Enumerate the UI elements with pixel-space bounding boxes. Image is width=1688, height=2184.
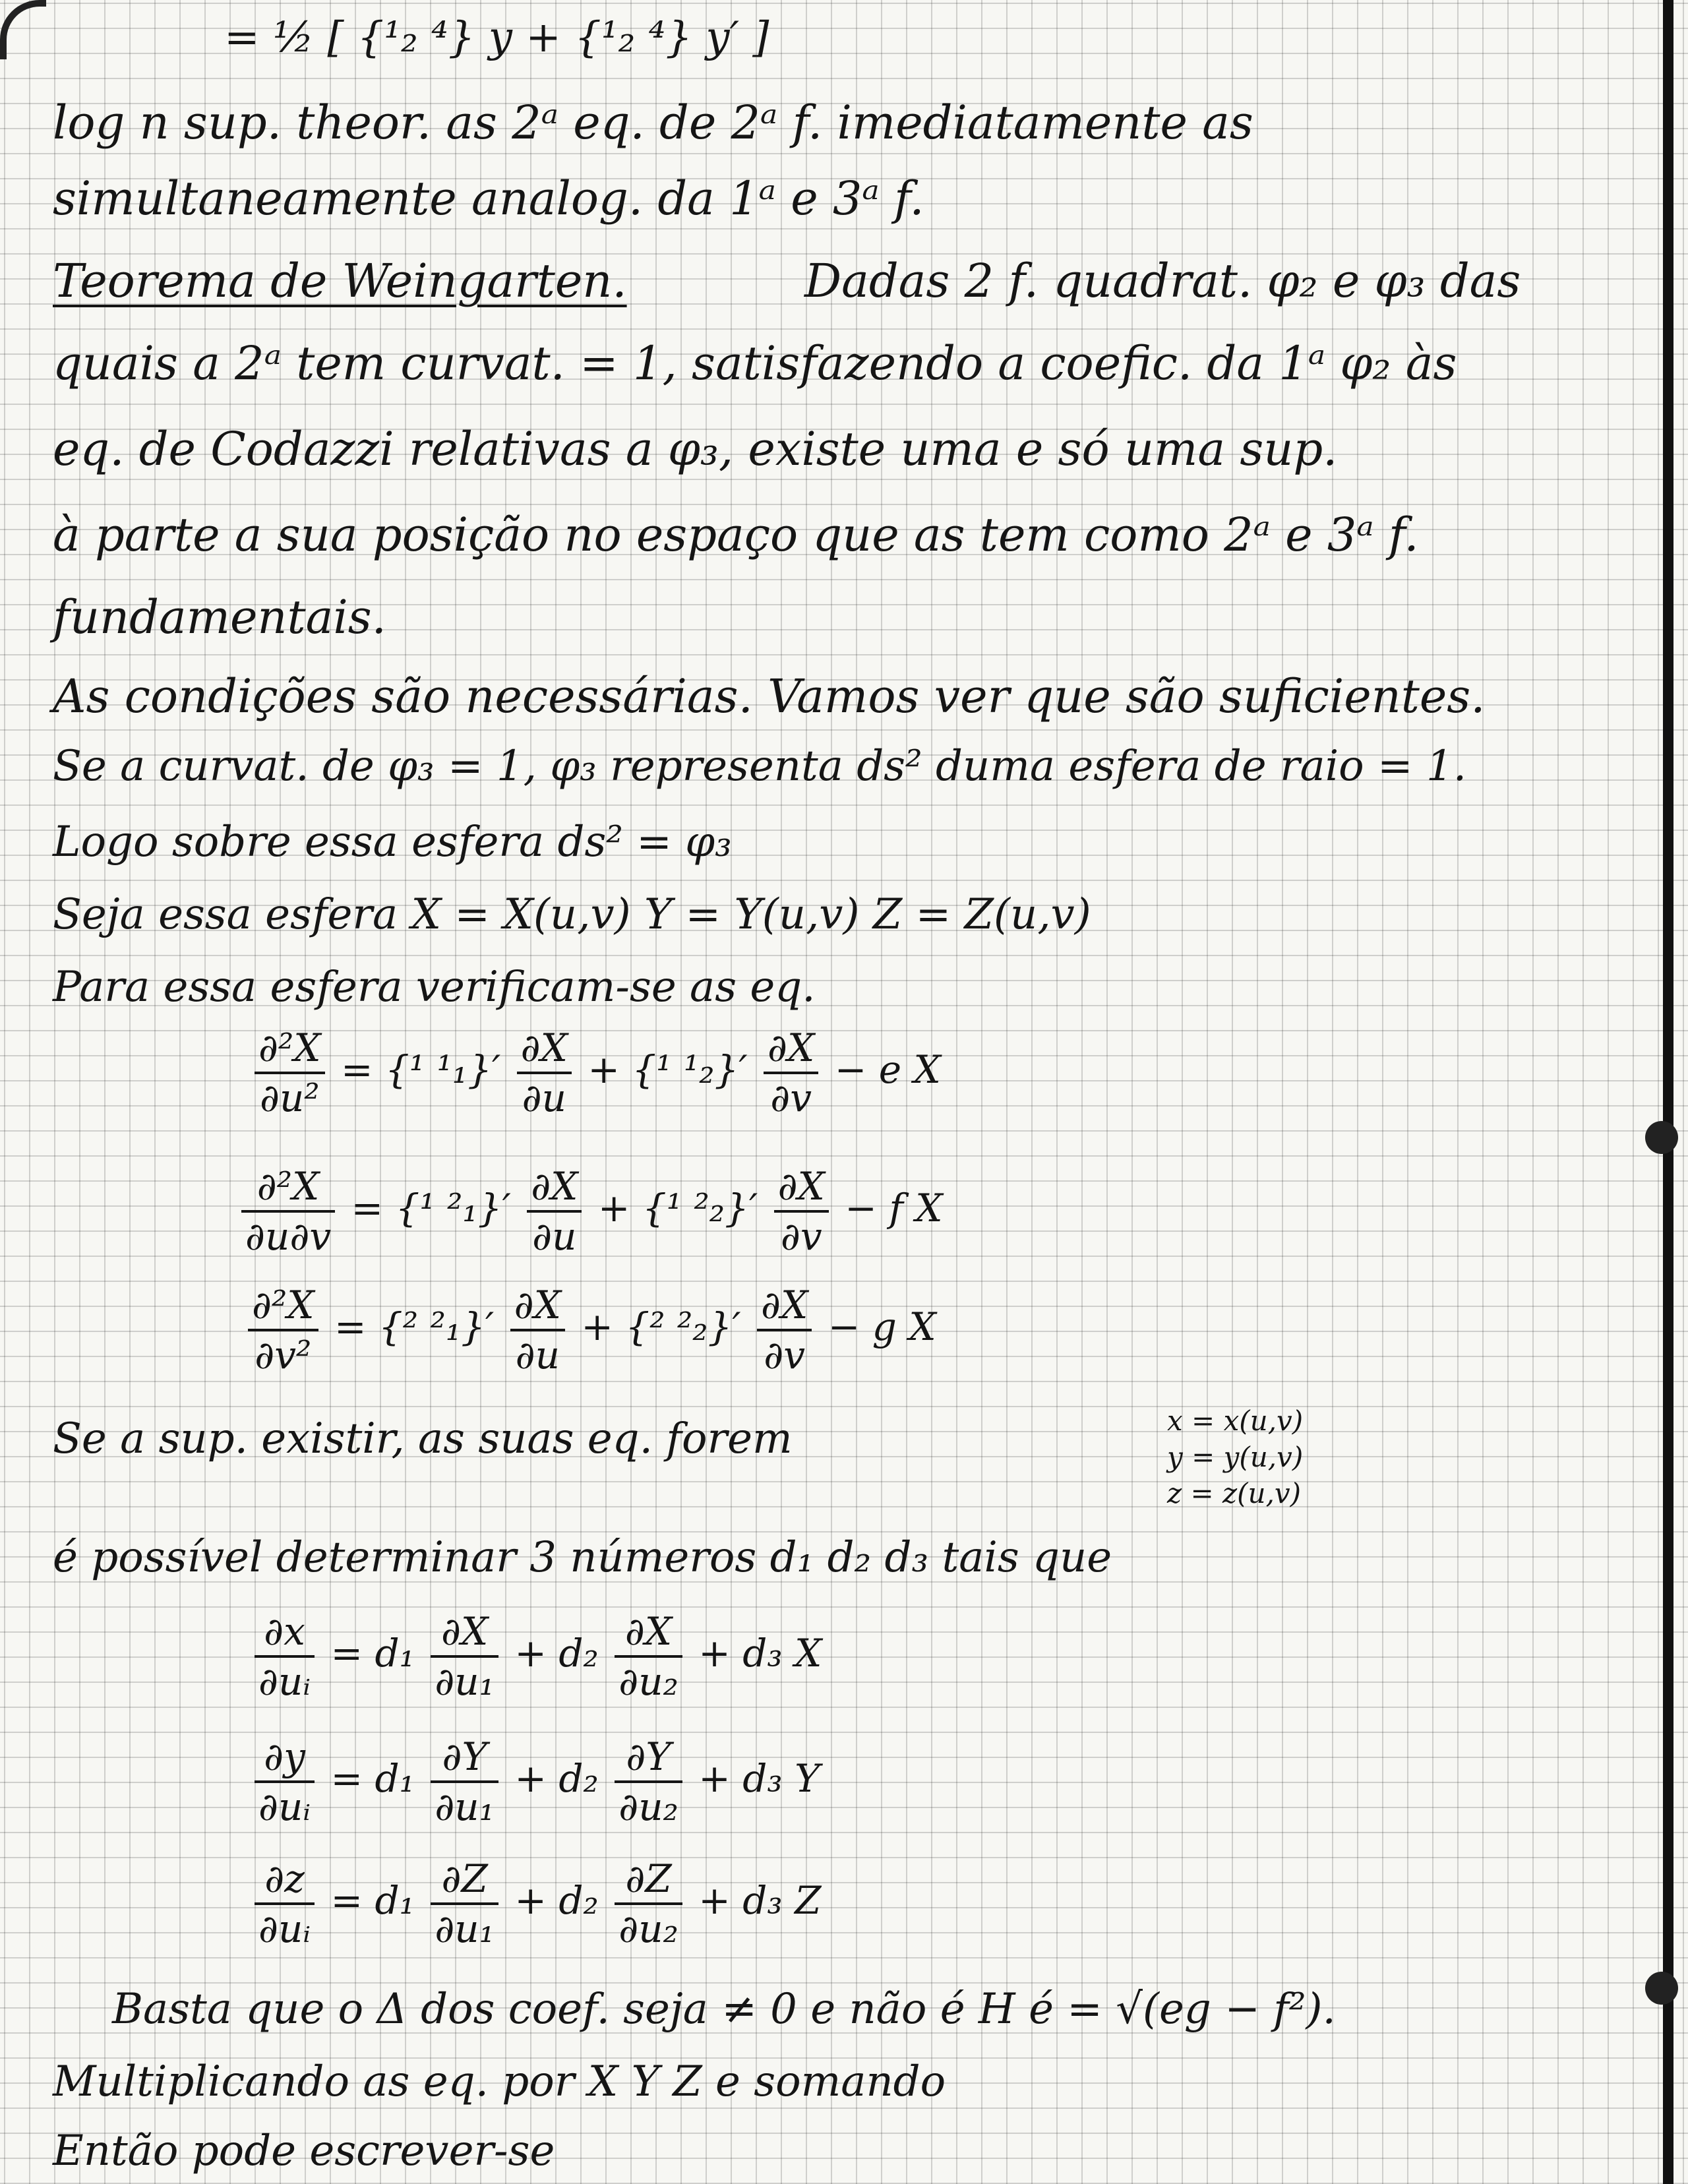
binder-hole-icon (1645, 1121, 1678, 1154)
text-line-7: fundamentais. (53, 590, 386, 644)
text-line-6: à parte a sua posição no espaço que as tem como 2ᵃ e 3ᵃ f. (53, 508, 1419, 562)
text-line-2: simultaneamente analog. da 1ᵃ e 3ᵃ f. (53, 171, 924, 226)
fraction: $\frac{\partial X}{\partial u}$ (510, 1283, 565, 1378)
binder-hole-icon (1645, 1972, 1678, 2005)
fraction: $\frac{\partial X}{\partial u}$ (527, 1164, 582, 1259)
text-line-17: Então pode escrever-se (53, 2127, 555, 2175)
fraction: $\frac{\partial X}{\partial u}$ (517, 1025, 572, 1120)
text-line-16: Multiplicando as eq. por X Y Z e somando (53, 2057, 946, 2106)
fraction: $\frac{\partial X}{\partial v}$ (764, 1025, 818, 1120)
fraction: $\frac{\partial X}{\text{∂u₁}}$ (431, 1609, 498, 1704)
christoffel-line: = ½ [ {¹₂ ⁴} y + {¹₂ ⁴} y′ ] (224, 13, 769, 62)
fraction: $\frac{\partial Y}{\text{∂u₁}}$ (431, 1734, 498, 1829)
text-line-12: Para essa esfera verificam-se as eq. (53, 963, 816, 1012)
equation-surface-2: $\frac{\partial y}{\text{∂uᵢ}}$ = d₁ $\frac{\partial Y}{\text{∂u₁}}$ + d₂ $\frac{\partial Y}{\text{∂u₂}}$ + d₃ Y (251, 1734, 820, 1829)
text-line-9: Se a curvat. de φ₃ = 1, φ₃ representa ds² duma esfera de raio = 1. (53, 742, 1467, 791)
fraction: $\frac{\partial x}{\text{∂uᵢ}}$ (255, 1609, 315, 1704)
text-line-14: é possível determinar 3 números d₁ d₂ d₃ tais que (53, 1533, 1112, 1582)
text-line-5: eq. de Codazzi relativas a φ₃, existe uma e só uma sup. (53, 422, 1338, 476)
equation-sphere-1: $\frac{\text{∂²X}}{\text{∂u²}}$ = {¹ ¹₁}′ $\frac{\partial X}{\partial u}$ + {¹ ¹₂}′ $\frac{\partial X}{\partial v}$ − e X (251, 1025, 941, 1120)
fraction: $\frac{\text{∂²X}}{\text{∂u²}}$ (255, 1025, 325, 1120)
equation-surface-1: $\frac{\partial x}{\text{∂uᵢ}}$ = d₁ $\frac{\partial X}{\text{∂u₁}}$ + d₂ $\frac{\partial X}{\text{∂u₂}}$ + d₃ X (251, 1609, 822, 1704)
text-line-1: log n sup. theor. as 2ᵃ eq. de 2ᵃ f. imediatamente as (53, 96, 1253, 150)
text-line-10: Logo sobre essa esfera ds² = φ₃ (53, 818, 732, 866)
fraction: $\frac{\partial X}{\partial v}$ (774, 1164, 829, 1259)
text-line-8: As condições são necessárias. Vamos ver que são suficientes. (53, 669, 1486, 723)
side-note-y: y = y(u,v) (1167, 1441, 1304, 1473)
text-line-13: Se a sup. existir, as suas eq. forem (53, 1414, 793, 1463)
side-note-x: x = x(u,v) (1167, 1405, 1304, 1437)
fraction: $\frac{\text{∂²X}}{\partial u\partial v}$ (241, 1164, 335, 1259)
fraction: $\frac{\text{∂²X}}{\text{∂v²}}$ (248, 1283, 318, 1378)
text-line-15: Basta que o Δ dos coef. seja ≠ 0 e não é H é = √(eg − f²). (112, 1985, 1336, 2034)
fraction: $\frac{\partial Z}{\text{∂u₁}}$ (431, 1856, 498, 1951)
page-right-edge (1663, 0, 1673, 2184)
fraction: $\frac{\partial X}{\text{∂u₂}}$ (615, 1609, 682, 1704)
fraction: $\frac{\partial y}{\text{∂uᵢ}}$ (255, 1734, 315, 1829)
theorem-heading: Teorema de Weingarten. (53, 254, 627, 308)
fraction: $\frac{\partial X}{\partial v}$ (757, 1283, 812, 1378)
fraction: $\frac{\partial z}{\text{∂uᵢ}}$ (255, 1856, 315, 1951)
side-note-z: z = z(u,v) (1167, 1477, 1302, 1509)
equation-surface-3: $\frac{\partial z}{\text{∂uᵢ}}$ = d₁ $\frac{\partial Z}{\text{∂u₁}}$ + d₂ $\frac{\partial Z}{\text{∂u₂}}$ + d₃ Z (251, 1856, 821, 1951)
text-line-3: Dadas 2 f. quadrat. φ₂ e φ₃ das (804, 254, 1521, 308)
equation-sphere-2: $\frac{\text{∂²X}}{\partial u\partial v}$ = {¹ ²₁}′ $\frac{\partial X}{\partial u}$ + {¹ ²₂}′ $\frac{\partial X}{\partial v}$ − f X (237, 1164, 943, 1259)
equation-sphere-3: $\frac{\text{∂²X}}{\text{∂v²}}$ = {² ²₁}′ $\frac{\partial X}{\partial u}$ + {² ²₂}′ $\frac{\partial X}{\partial v}$ − g X (244, 1283, 936, 1378)
fraction: $\frac{\partial Y}{\text{∂u₂}}$ (615, 1734, 682, 1829)
text-line-4: quais a 2ᵃ tem curvat. = 1, satisfazendo a coefic. da 1ᵃ φ₂ às (53, 336, 1457, 390)
fraction: $\frac{\partial Z}{\text{∂u₂}}$ (615, 1856, 682, 1951)
text-line-11: Seja essa esfera X = X(u,v) Y = Y(u,v) Z = Z(u,v) (53, 890, 1091, 939)
